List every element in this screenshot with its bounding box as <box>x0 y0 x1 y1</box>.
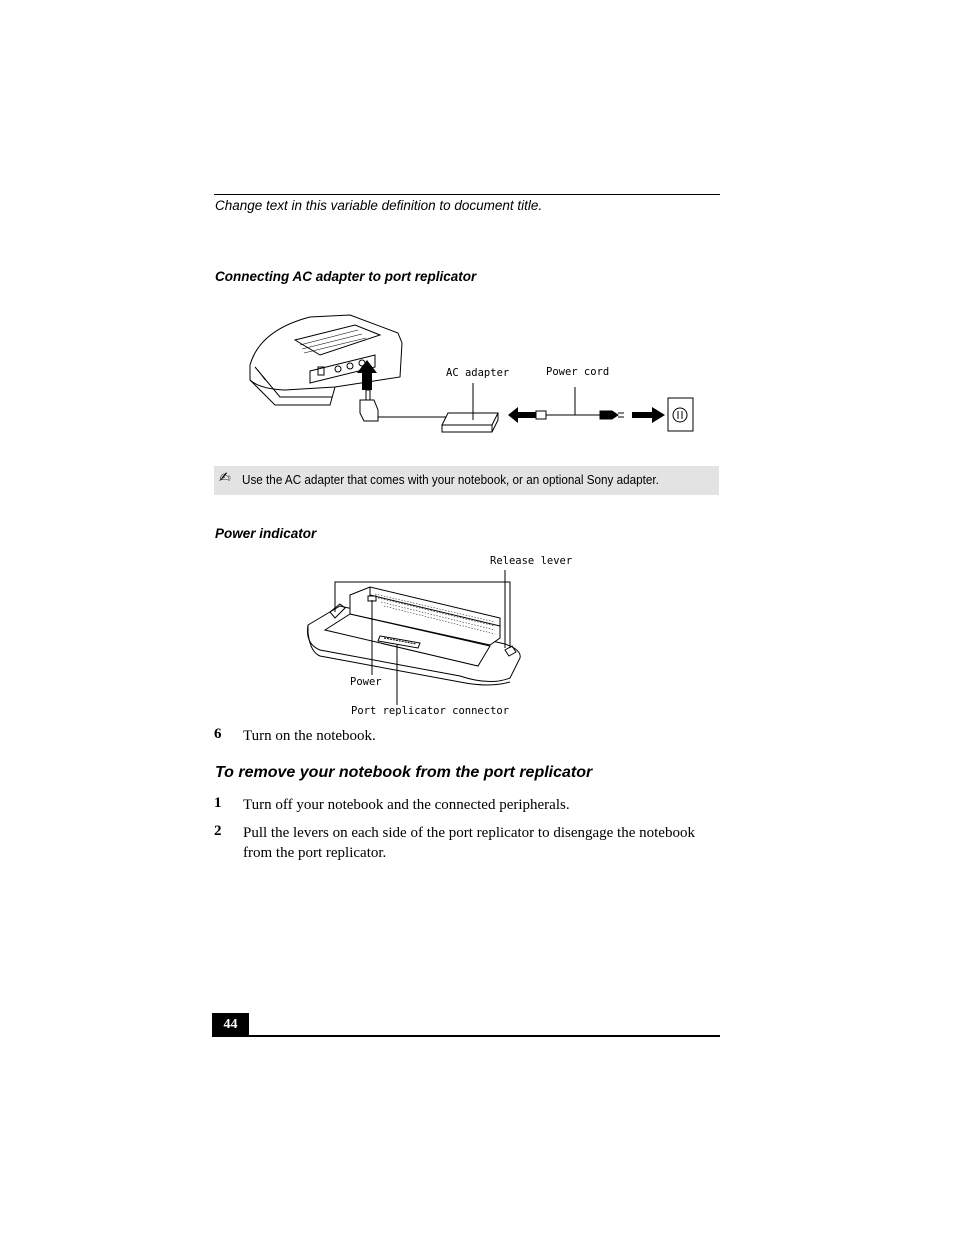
note-text: Use the AC adapter that comes with your notebook, or an optional Sony adapter. <box>242 472 659 487</box>
header-rule <box>214 194 720 195</box>
section-heading: To remove your notebook from the port replicator <box>215 764 593 781</box>
step-text: Pull the levers on each side of the port replicator to disengage the notebook from the port replicator. <box>243 825 695 861</box>
label-ac-adapter: AC adapter <box>446 367 510 379</box>
label-release-lever: Release lever <box>490 555 573 567</box>
footer-rule <box>212 1035 720 1037</box>
step-number: 2 <box>214 823 222 839</box>
page-number: 44 <box>212 1013 249 1037</box>
document-title: Change text in this variable definition to document title. <box>215 198 543 213</box>
label-power: Power <box>350 676 382 688</box>
label-port-replicator-connector: Port replicator connector <box>351 705 510 717</box>
port-replicator-top-illustration <box>300 570 530 690</box>
step-text: Turn off your notebook and the connected peripherals. <box>243 797 570 813</box>
figure-caption-ac-adapter: Connecting AC adapter to port replicator <box>215 269 477 284</box>
pencil-note-icon: ✍ <box>219 470 231 486</box>
label-power-cord: Power cord <box>546 366 610 378</box>
step-number: 1 <box>214 795 222 811</box>
step-text: Turn on the notebook. <box>243 728 376 744</box>
figure-caption-power-indicator: Power indicator <box>215 526 317 541</box>
step-number: 6 <box>214 726 222 742</box>
